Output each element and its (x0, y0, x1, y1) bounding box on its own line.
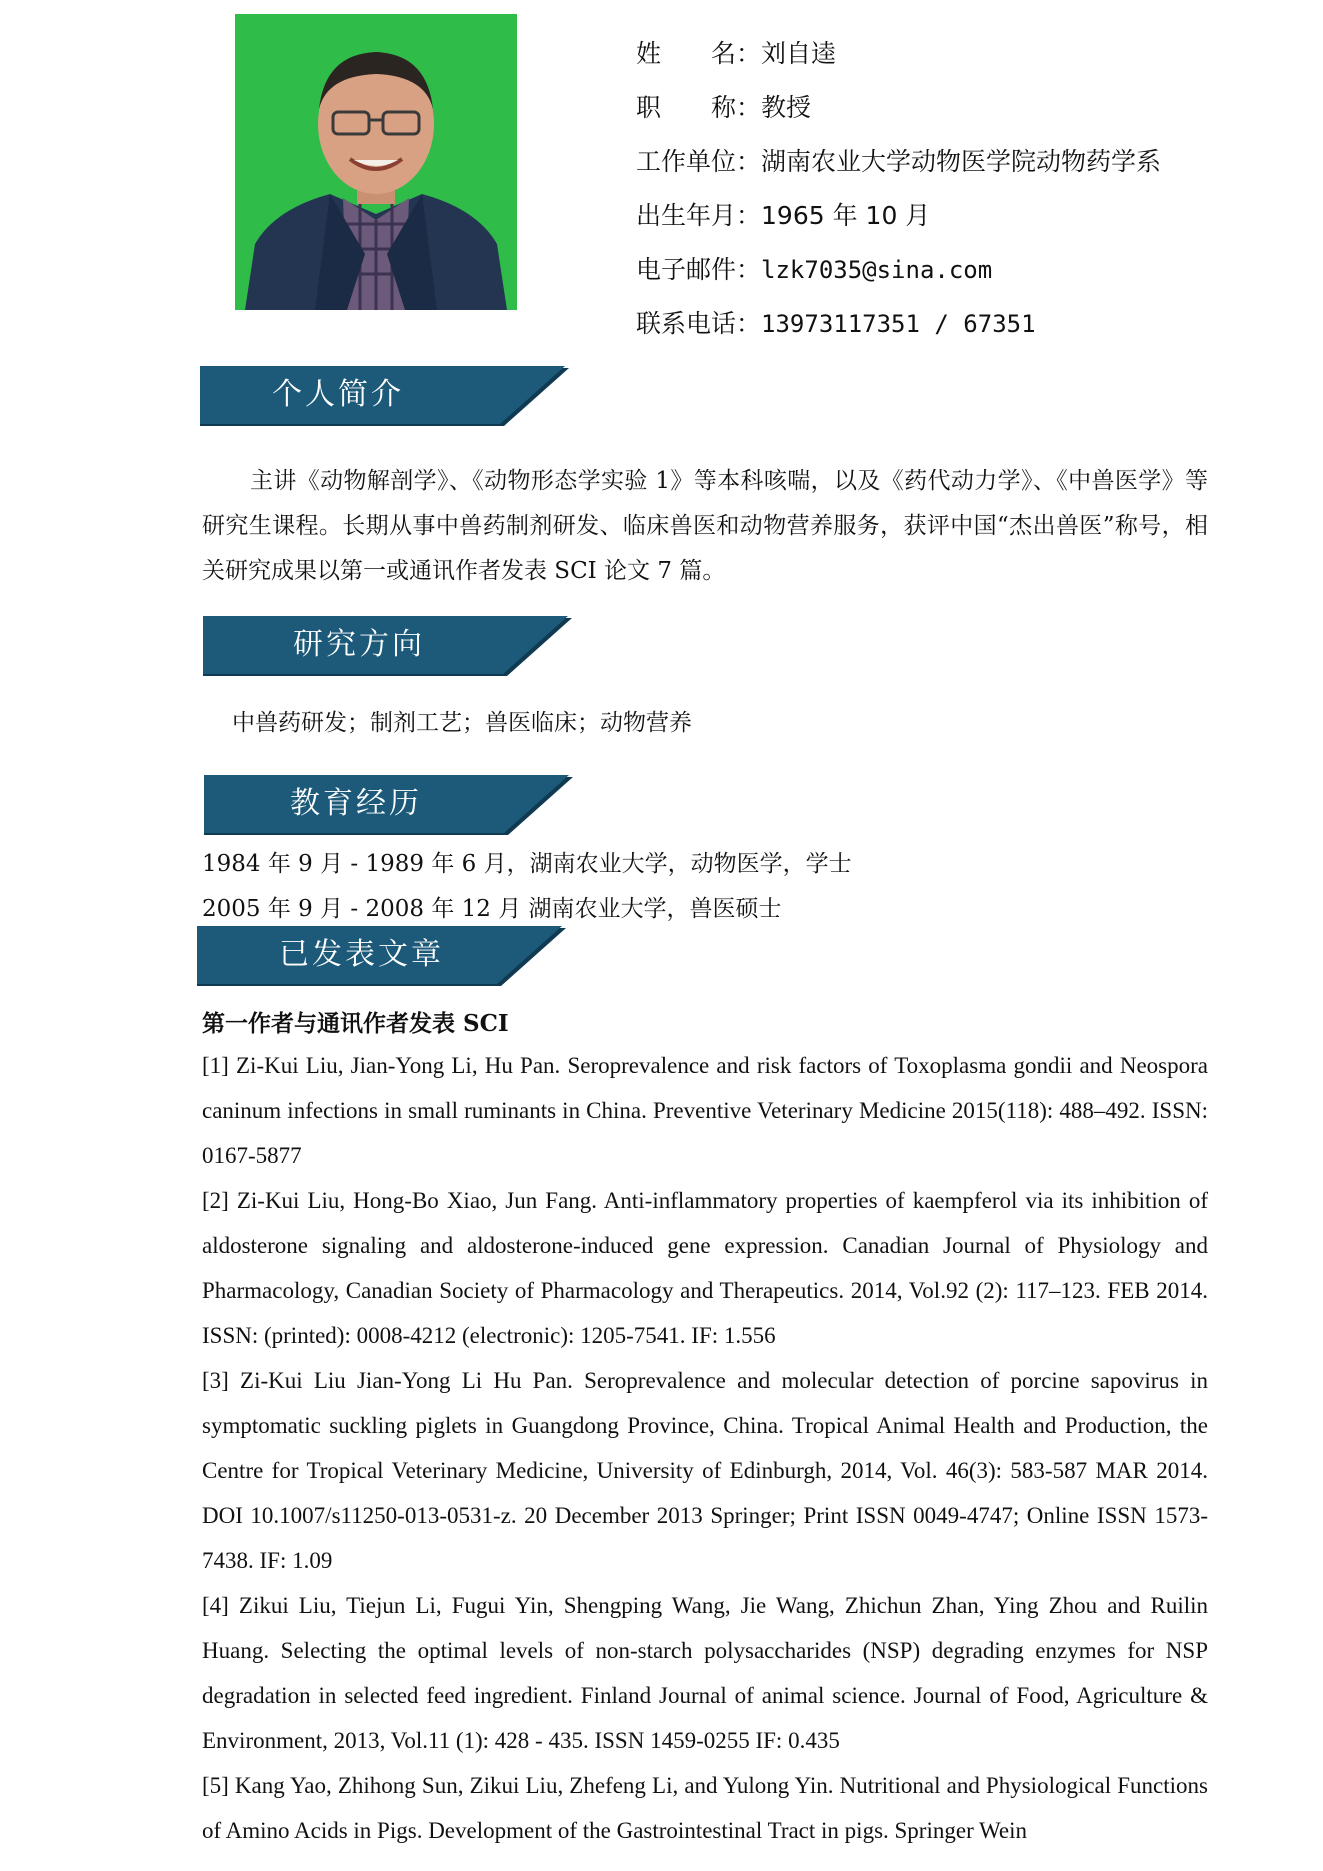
email-value[interactable]: lzk7035@sina.com (761, 256, 993, 284)
publications-list (202, 1043, 1208, 1853)
phone-value: 13973117351 / 67351 (761, 310, 1036, 338)
publication-item: [5] Kang Yao, Zhihong Sun, Zikui Liu, Zhefeng Li, and Yulong Yin. Nutritional and Physiological Functions of Amino Acids in Pigs. Development of the Gastrointestinal Tract in pigs. Springer Wein (202, 1773, 1208, 1843)
title-value: 教授 (761, 93, 812, 122)
birth-row (636, 196, 1161, 250)
publication-item: [2] Zi-Kui Liu, Hong-Bo Xiao, Jun Fang. Anti-inflammatory properties of kaempferol via its inhibition of aldosterone signaling and aldosterone-induced gene expression. Canadian Journal of Physiology and Pharmacology, Canadian Society of Pharmacology and Therapeutics. 2014, Vol.92 (2): 117–123. FEB 2014. ISSN: (printed): 0008-4212 (electronic): 1205-7541. IF: 1.556 (202, 1188, 1208, 1348)
phone-row (636, 304, 1161, 358)
publication-item: [3] Zi-Kui Liu Jian-Yong Li Hu Pan. Seroprevalence and molecular detection of porcine sapovirus in symptomatic suckling piglets in Guangdong Province, China. Tropical Animal Health and Production, the Centre for Tropical Veterinary Medicine, University of Edinburgh, 2014, Vol. 46(3): 583-587 MAR 2014. DOI 10.1007/s11250-013-0531-z. 20 December 2013 Springer; Print ISSN 0049-4747; Online ISSN 1573-7438. IF: 1.09 (202, 1368, 1208, 1573)
profile-info (636, 34, 1161, 358)
birth-label: 出生年月： (636, 201, 762, 230)
intro-paragraph (202, 459, 1208, 594)
intro-text: 主讲《动物解剖学》、《动物形态学实验 1》等本科咳喘，以及《药代动力学》、《中兽医学》等研究生课程。长期从事中兽药制剂研发、临床兽医和动物营养服务，获评中国“杰出兽医”称号，相关研究成果以第一或通讯作者发表 SCI 论文 7 篇。 (202, 468, 1208, 584)
education-section-banner (204, 775, 576, 837)
profile-photo (235, 14, 517, 310)
name-row (636, 34, 1161, 88)
research-section-title: 研究方向 (293, 627, 425, 662)
unit-label: 工作单位： (636, 147, 762, 176)
publication-item: [4] Zikui Liu, Tiejun Li, Fugui Yin, Shengping Wang, Jie Wang, Zhichun Zhan, Ying Zhou and Ruilin Huang. Selecting the optimal levels of non-starch polysaccharides (NSP) degrading enzymes for NSP degradation in selected feed ingredient. Finland Journal of animal science. Journal of Food, Agriculture & Environment, 2013, Vol.11 (1): 428 - 435. ISSN 1459-0255 IF: 0.435 (202, 1593, 1208, 1753)
publications-heading: 第一作者与通讯作者发表 SCI (202, 1010, 509, 1037)
intro-section-title: 个人简介 (272, 377, 404, 412)
publication-item: [1] Zi-Kui Liu, Jian-Yong Li, Hu Pan. Seroprevalence and risk factors of Toxoplasma gondii and Neospora caninum infections in small ruminants in China. Preventive Veterinary Medicine 2015(118): 488–492. ISSN: 0167-5877 (202, 1053, 1208, 1168)
research-text: 中兽药研发；制剂工艺；兽医临床；动物营养 (232, 710, 692, 736)
email-row (636, 250, 1161, 304)
education-item-2: 2005 年 9 月 - 2008 年 12 月 湖南农业大学，兽医硕士 (202, 896, 782, 922)
name-value: 刘自逵 (761, 39, 837, 68)
title-label: 职 称： (636, 93, 762, 122)
publications-section-title: 已发表文章 (279, 937, 444, 972)
research-section-banner (203, 616, 575, 678)
birth-value: 1965 年 10 月 (761, 201, 931, 230)
publications-section-banner (197, 926, 569, 988)
name-label: 姓 名： (636, 39, 762, 68)
intro-section-banner (200, 366, 572, 428)
education-section-title: 教育经历 (290, 786, 422, 821)
title-row (636, 88, 1161, 142)
education-item-1: 1984 年 9 月 - 1989 年 6 月，湖南农业大学，动物医学，学士 (202, 851, 852, 877)
phone-label: 联系电话： (636, 309, 762, 338)
portrait-image (235, 14, 517, 310)
unit-value: 湖南农业大学动物医学院动物药学系 (761, 147, 1162, 176)
email-label: 电子邮件： (636, 255, 762, 284)
unit-row (636, 142, 1161, 196)
